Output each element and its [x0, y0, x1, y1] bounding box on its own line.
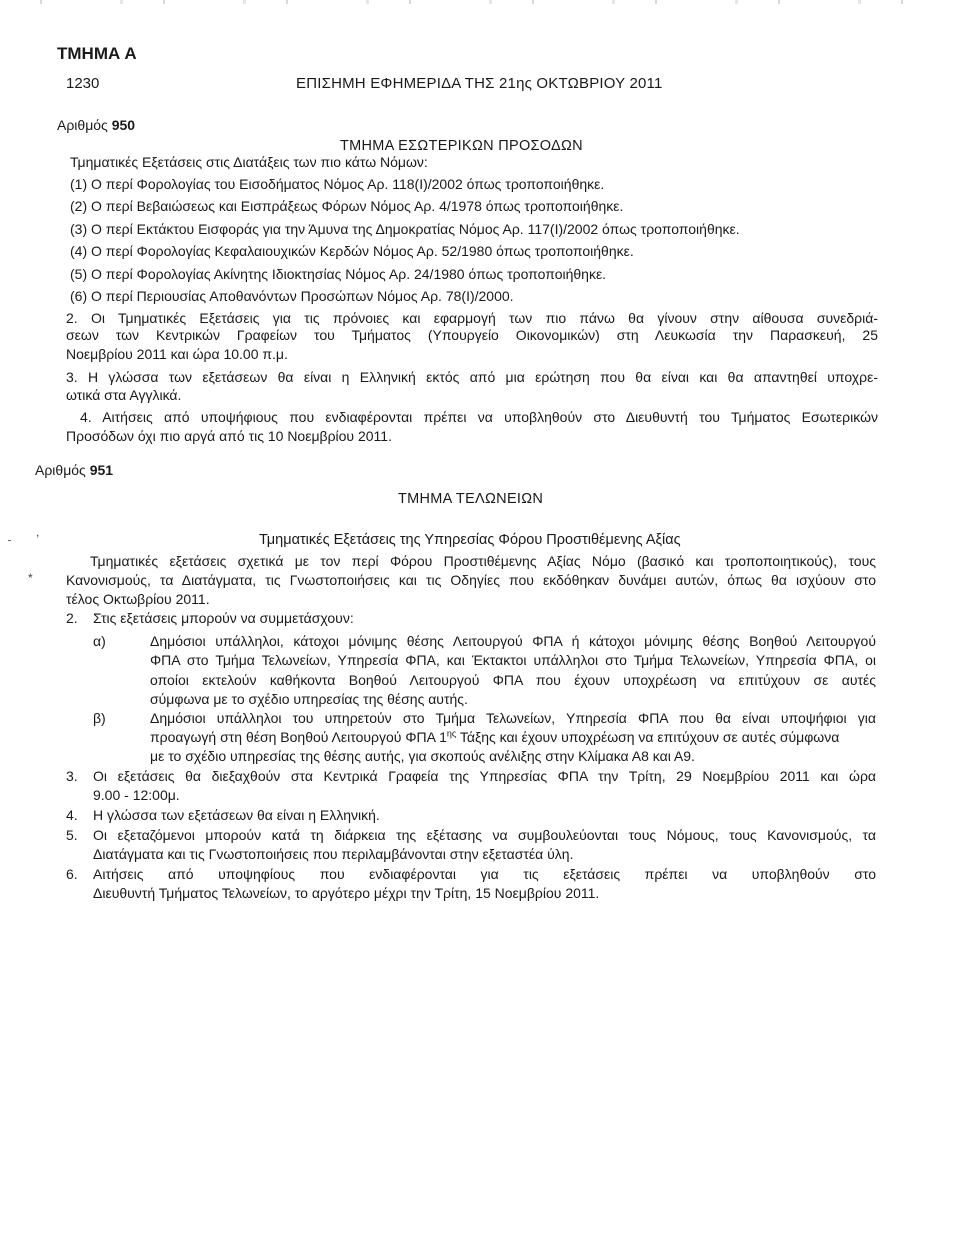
scan-mark: * — [28, 571, 33, 585]
law-item: (5) Ο περί Φορολογίας Ακίνητης Ιδιοκτησίας Νόμος Αρ. 24/1980 όπως τροποποιήθηκε. — [70, 266, 607, 282]
notice-number-value: 951 — [89, 462, 114, 478]
paragraph-2-line: σεων των Κεντρικών Γραφείων του Τμήματος (Υπουργείο Οικονομικών) στη Λευκωσία την Παρασκευή, 25 — [66, 327, 878, 343]
sub-item-line: με το σχέδιο υπηρεσίας της θέσης αυτής, για σκοπούς ανέλιξης στην Κλίμακα Α8 και Α9. — [150, 748, 695, 764]
paragraph-2-line: Νοεμβρίου 2011 και ώρα 10.00 π.μ. — [66, 346, 288, 362]
scan-edge-artifact — [0, 0, 960, 4]
paragraph-2-line: 2. Οι Τμηματικές Εξετάσεις για τις πρόνοιες και εφαρμογή των πιο πάνω θα γίνουν στην αίθουσα συνεδριά- — [66, 310, 878, 326]
sub-item-label: β) — [93, 710, 106, 726]
paragraph-4-line: Προσόδων όχι πιο αργά από τις 10 Νοεμβρίου 2011. — [66, 428, 392, 444]
item-line: Διευθυντή Τμήματος Τελωνείων, το αργότερο μέχρι την Τρίτη, 15 Νοεμβρίου 2011. — [93, 885, 600, 901]
gazette-title: ΕΠΙΣΗΜΗ ΕΦΗΜΕΡΙΔΑ ΤΗΣ 21ης ΟΚΤΩΒΡΙΟΥ 2011 — [296, 75, 663, 92]
scan-mark — [8, 540, 11, 541]
paragraph-3-line: ωτικά στα Αγγλικά. — [66, 387, 182, 403]
item-line: Η γλώσσα των εξετάσεων θα είναι η Ελληνική. — [93, 807, 380, 823]
item-number: 5. — [66, 827, 78, 843]
item-line: Οι εξετάσεις θα διεξαχθούν στα Κεντρικά Γραφεία της Υπηρεσίας ΦΠΑ την Τρίτη, 29 Νοεμβρίου 2011 και ώρα — [93, 768, 876, 784]
item-line: Αιτήσεις από υποψηφίους που ενδιαφέρονται για τις εξετάσεις πρέπει να υποβληθούν στο — [93, 866, 876, 882]
item-number: 6. — [66, 866, 78, 882]
law-item: (6) Ο περί Περιουσίας Αποθανόντων Προσώπων Νόμος Αρ. 78(Ι)/2000. — [70, 288, 514, 304]
item-number: 3. — [66, 768, 78, 784]
department-heading: ΤΜΗΜΑ ΕΣΩΤΕΡΙΚΩΝ ΠΡΟΣΟΔΩΝ — [340, 138, 583, 154]
scan-mark: , — [36, 525, 40, 539]
section-heading: ΤΜΗΜΑ Α — [57, 44, 137, 63]
item-number: 2. — [66, 610, 78, 626]
sub-item-line: Δημόσιοι υπάλληλοι, κάτοχοι μόνιμης θέσης Λειτουργού ΦΠΑ ή κάτοχοι μόνιμης θέσης Βοηθού Λειτουργού — [150, 633, 876, 649]
notice-number-951 — [35, 460, 113, 480]
page-number: 1230 — [66, 75, 100, 92]
paragraph-1-line: Κανονισμούς, τα Διατάγματα, τις Γνωστοποιήσεις και τις Οδηγίες που εκδόθηκαν δυνάμει αυτών, όπως θα ισχύουν στο — [66, 572, 876, 588]
sub-item-line — [150, 727, 876, 747]
item-number: 4. — [66, 807, 78, 823]
sub-item-line: οποίοι εκτελούν καθήκοντα Βοηθού Λειτουργού ΦΠΑ που έχουν υποχρέωση να επιτύχουν σε αυτές — [150, 672, 876, 688]
notice-number-value: 950 — [111, 117, 136, 133]
sub-item-line: ΦΠΑ στο Τμήμα Τελωνείων, Υπηρεσία ΦΠΑ, και Έκτακτοι υπάλληλοι στο Τμήμα Τελωνείων, Υπηρεσία ΦΠΑ, οι — [150, 652, 876, 668]
law-item: (2) Ο περί Βεβαιώσεως και Εισπράξεως Φόρων Νόμος Αρ. 4/1978 όπως τροποποιήθηκε. — [70, 198, 624, 214]
item-line: Διατάγματα και τις Γνωστοποιήσεις που περιλαμβάνονται στην εξεταστέα ύλη. — [93, 846, 574, 862]
paragraph-4-line: 4. Αιτήσεις από υποψήφιους που ενδιαφέρονται πρέπει να υποβληθούν στο Διευθυντή του Τμήματος Εσωτερικών — [80, 409, 878, 425]
sub-item-text — [150, 727, 839, 747]
laws-intro: Τμηματικές Εξετάσεις στις Διατάξεις των πιο κάτω Νόμων: — [70, 154, 428, 170]
paragraph-1-line: Τμηματικές εξετάσεις σχετικά με τον περί Φόρου Προστιθέμενης Αξίας Νόμο (βασικό και τροποποιητικούς), τους — [90, 553, 876, 569]
sub-item-text-pre: προαγωγή στη θέση Βοηθού Λειτουργού ΦΠΑ 1 — [150, 729, 447, 745]
item-line: Οι εξεταζόμενοι μπορούν κατά τη διάρκεια της εξέτασης να συμβουλεύονται τους Νόμους, τους Κανονισμούς, τα — [93, 827, 876, 843]
law-item: (4) Ο περί Φορολογίας Κεφαλαιουχικών Κερδών Νόμος Αρ. 52/1980 όπως τροποποιήθηκε. — [70, 243, 634, 259]
sub-item-line: σύμφωνα με το σχέδιο υπηρεσίας της θέσης αυτής. — [150, 691, 468, 707]
law-item: (1) Ο περί Φορολογίας του Εισοδήματος Νόμος Αρ. 118(Ι)/2002 όπως τροποποιήθηκε. — [70, 176, 605, 192]
paragraph-3-line: 3. Η γλώσσα των εξετάσεων θα είναι η Ελληνική εκτός από μια ερώτηση που θα είναι και θα απαντηθεί υποχρε- — [66, 369, 878, 385]
item-line: 9.00 - 12:00μ. — [93, 787, 180, 803]
notice-number-label: Αριθμός — [35, 462, 86, 478]
item-text: Στις εξετάσεις μπορούν να συμμετάσχουν: — [93, 610, 354, 626]
sub-item-text-post: Τάξης και έχουν υποχρέωση να επιτύχουν σε αυτές σύμφωνα — [456, 729, 840, 745]
sub-item-line: Δημόσιοι υπάλληλοι του υπηρετούν στο Τμήμα Τελωνείων, Υπηρεσία ΦΠΑ που θα είναι υποψήφιοι για — [150, 710, 876, 726]
sub-item-label: α) — [93, 633, 106, 649]
law-item: (3) Ο περί Εκτάκτου Εισφοράς για την Άμυνα της Δημοκρατίας Νόμος Αρ. 117(Ι)/2002 όπως τροποποιήθηκε. — [70, 221, 740, 237]
notice-number-950 — [57, 115, 135, 135]
notice-number-label: Αριθμός — [57, 117, 108, 133]
paragraph-1-line: τέλος Οκτωβρίου 2011. — [66, 591, 210, 607]
notice-subtitle: Τμηματικές Εξετάσεις της Υπηρεσίας Φόρου Προστιθέμενης Αξίας — [259, 532, 681, 548]
department-heading: ΤΜΗΜΑ ΤΕΛΩΝΕΙΩΝ — [398, 491, 544, 507]
ordinal-superscript: ης — [446, 728, 457, 739]
